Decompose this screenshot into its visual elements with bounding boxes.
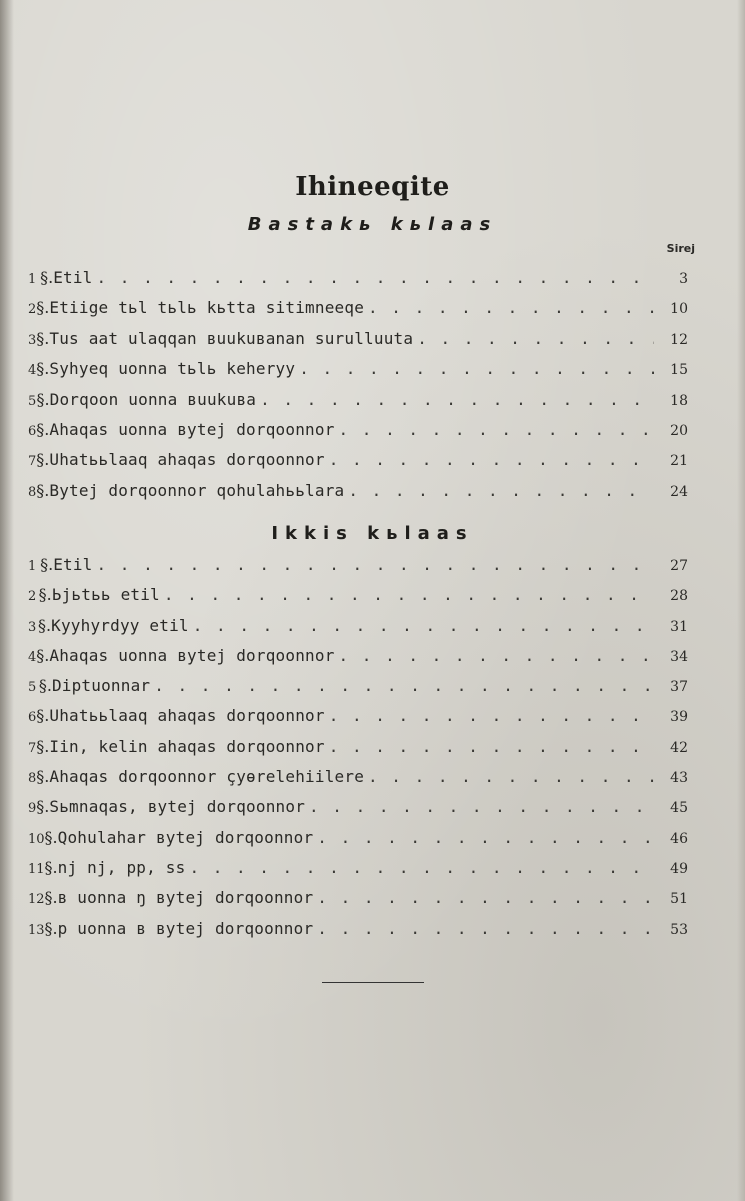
toc-entry bbox=[28, 329, 688, 359]
section-sign: §. bbox=[44, 888, 58, 908]
entry-number: 5 bbox=[28, 680, 37, 696]
page-number: 46 bbox=[670, 830, 688, 847]
dot-leader bbox=[154, 676, 654, 695]
toc-entry bbox=[28, 797, 688, 827]
toc-entry bbox=[28, 616, 688, 646]
entry-title: Uhatььlaaq ahaqas dorqoonnor bbox=[49, 450, 325, 470]
entry-number: 2 bbox=[28, 302, 37, 318]
page-number: 10 bbox=[670, 301, 688, 318]
toc-entry bbox=[28, 858, 688, 888]
toc-entry bbox=[28, 585, 688, 615]
dot-leader bbox=[97, 555, 654, 574]
toc-list-section-2 bbox=[28, 555, 688, 949]
page-number: 21 bbox=[670, 453, 688, 470]
entry-number: 6 bbox=[28, 710, 37, 726]
dot-leader bbox=[417, 329, 654, 348]
section-sign: §. bbox=[36, 419, 50, 439]
section-sign: §. bbox=[36, 797, 50, 817]
page-number: 15 bbox=[670, 362, 688, 379]
section-heading-2: Ikkis kьlaas bbox=[271, 523, 474, 544]
page-title: Ihineeqite bbox=[295, 172, 450, 202]
entry-title: Etil bbox=[53, 555, 93, 574]
page-number: 51 bbox=[670, 891, 688, 908]
page-number: 49 bbox=[670, 860, 688, 877]
page-number: 43 bbox=[670, 770, 688, 787]
dot-leader bbox=[317, 888, 654, 907]
page-number: 45 bbox=[670, 800, 688, 817]
section-sign: §. bbox=[38, 585, 52, 605]
section-sign: §. bbox=[36, 359, 50, 379]
entry-number: 8 bbox=[28, 771, 37, 787]
entry-number: 6 bbox=[28, 423, 37, 439]
section-sign: §. bbox=[44, 857, 58, 877]
entry-number: 3 bbox=[28, 619, 37, 635]
section-sign: §. bbox=[36, 450, 50, 470]
toc-entry bbox=[28, 828, 688, 858]
page-number: 28 bbox=[670, 588, 688, 605]
dot-leader bbox=[309, 797, 654, 816]
entry-title: Diptuonnar bbox=[51, 676, 151, 696]
page-number: 37 bbox=[670, 679, 688, 696]
entry-title: в uonna ŋ вytej dorqoonnor bbox=[57, 888, 314, 908]
entry-title: Syhyeq uonna tьlь keheryy bbox=[49, 359, 296, 379]
section-sign: §. bbox=[38, 676, 52, 696]
dot-leader bbox=[97, 268, 654, 287]
section-sign: §. bbox=[36, 298, 50, 318]
entry-number: 8 bbox=[28, 484, 37, 500]
page-number: 34 bbox=[670, 648, 688, 665]
entry-number: 1 bbox=[28, 272, 37, 287]
toc-entry bbox=[28, 919, 688, 949]
toc-entry bbox=[28, 706, 688, 736]
entry-title: Qohulahar вytej dorqoonnor bbox=[57, 827, 314, 847]
entry-number: 2 bbox=[28, 589, 37, 605]
entry-title: Iin, kelin ahaqas dorqoonnor bbox=[49, 736, 325, 756]
entry-title: Etiige tьl tьlь kьtta sitimneeqe bbox=[49, 298, 365, 318]
section-sign: §. bbox=[36, 736, 50, 756]
dot-leader bbox=[329, 737, 654, 756]
section-heading-1: Bastakь kьlaas bbox=[247, 214, 498, 235]
page-number: 42 bbox=[670, 739, 688, 756]
section-sign: §. bbox=[36, 480, 50, 500]
entry-number: 9 bbox=[28, 801, 37, 817]
dot-leader bbox=[339, 646, 654, 665]
toc-entry bbox=[28, 646, 688, 676]
page-number: 12 bbox=[670, 331, 688, 348]
entry-number: 10 bbox=[28, 831, 45, 847]
toc-list-section-1 bbox=[28, 268, 688, 511]
entry-title: nj nj, pp, ss bbox=[57, 857, 186, 877]
entry-number: 1 bbox=[28, 559, 37, 574]
page-number: 31 bbox=[670, 618, 688, 635]
toc-entry bbox=[28, 298, 688, 328]
dot-leader bbox=[339, 420, 654, 439]
section-sign: §. bbox=[40, 268, 54, 287]
entry-number: 3 bbox=[28, 332, 37, 348]
entry-number: 13 bbox=[28, 922, 45, 938]
entry-title: Ьjьtьь etil bbox=[51, 585, 160, 605]
dot-leader bbox=[164, 585, 654, 604]
entry-number: 4 bbox=[28, 363, 37, 379]
dot-leader bbox=[329, 450, 654, 469]
toc-entry bbox=[28, 481, 688, 511]
toc-entry bbox=[28, 888, 688, 918]
page-number: 20 bbox=[670, 422, 688, 439]
section-sign: §. bbox=[36, 706, 50, 726]
entry-number: 5 bbox=[28, 393, 37, 409]
entry-title: Dorqoon uonna вuukuвa bbox=[49, 389, 257, 409]
page-column-label: Sirej bbox=[666, 242, 695, 255]
entry-title: Etil bbox=[53, 268, 93, 287]
dot-leader bbox=[348, 481, 654, 500]
dot-leader bbox=[260, 390, 654, 409]
entry-title: Tus aat ulaqqan вuukuвanan surulluuta bbox=[49, 328, 414, 348]
entry-title: Ahaqas dorqoonnor çyөrelehiilere bbox=[49, 767, 365, 787]
entry-number: 12 bbox=[28, 892, 45, 908]
section-sign: §. bbox=[44, 827, 58, 847]
section-sign: §. bbox=[36, 389, 50, 409]
toc-entry bbox=[28, 420, 688, 450]
section-sign: §. bbox=[36, 645, 50, 665]
page-number: 18 bbox=[670, 392, 688, 409]
entry-title: Uhatььlaaq ahaqas dorqoonnor bbox=[49, 706, 325, 726]
dot-leader bbox=[189, 858, 654, 877]
dot-leader bbox=[368, 767, 654, 786]
entry-number: 11 bbox=[28, 861, 45, 877]
entry-title: Ahaqas uonna вytej dorqoonnor bbox=[49, 419, 335, 439]
entry-title: Sьmnaqas, вytej dorqoonnor bbox=[49, 797, 306, 817]
dot-leader bbox=[368, 298, 654, 317]
section-sign: §. bbox=[44, 918, 58, 938]
dot-leader bbox=[317, 828, 654, 847]
toc-entry bbox=[28, 737, 688, 767]
dot-leader bbox=[329, 706, 654, 725]
dot-leader bbox=[193, 616, 654, 635]
toc-entry bbox=[28, 676, 688, 706]
entry-title: Kyyhyrdyy etil bbox=[51, 615, 189, 635]
closing-rule bbox=[322, 982, 424, 983]
page-number: 39 bbox=[670, 709, 688, 726]
entry-title: Bytej dorqoonnor qohulahььlara bbox=[49, 480, 345, 500]
toc-entry bbox=[28, 767, 688, 797]
page-number: 27 bbox=[670, 558, 688, 574]
entry-title: p uonna в вytej dorqoonnor bbox=[57, 918, 314, 938]
section-sign: §. bbox=[36, 767, 50, 787]
dot-leader bbox=[299, 359, 654, 378]
dot-leader bbox=[317, 919, 654, 938]
toc-entry bbox=[28, 268, 688, 298]
toc-entry bbox=[28, 359, 688, 389]
section-sign: §. bbox=[36, 328, 50, 348]
section-sign: §. bbox=[38, 615, 52, 635]
page-number: 24 bbox=[670, 483, 688, 500]
entry-number: 7 bbox=[28, 454, 37, 470]
page-number: 53 bbox=[670, 921, 688, 938]
toc-entry bbox=[28, 390, 688, 420]
entry-number: 7 bbox=[28, 740, 37, 756]
page-number: 3 bbox=[679, 271, 688, 287]
toc-entry bbox=[28, 450, 688, 480]
toc-entry bbox=[28, 555, 688, 585]
entry-number: 4 bbox=[28, 649, 37, 665]
section-sign: §. bbox=[40, 555, 54, 574]
entry-title: Ahaqas uonna вytej dorqoonnor bbox=[49, 645, 335, 665]
